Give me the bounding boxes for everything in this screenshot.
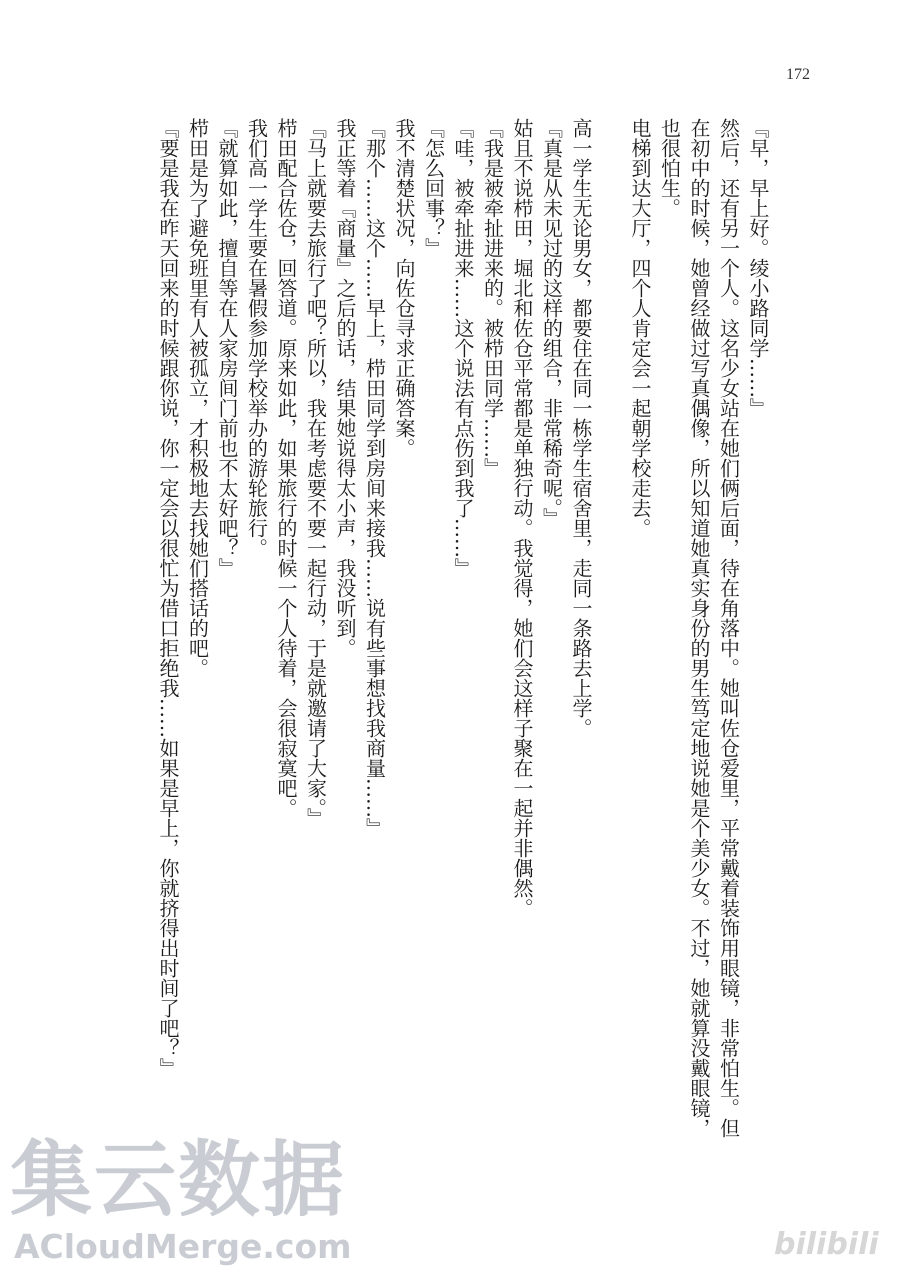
watermark-english: ACloudMerge.com	[14, 1227, 352, 1266]
watermark	[10, 1135, 380, 1275]
paragraph: 『真是从未见过的这样的组合，非常稀奇呢。』	[539, 118, 564, 528]
paragraph: 电梯到达大厅，四个人肯定会一起朝学校走去。	[628, 118, 652, 538]
bilibili-logo-icon	[770, 1218, 880, 1263]
paragraph: 高一学生无论男女，都要住在同一栋学生宿舍里，走同一条路去上学。	[569, 118, 593, 738]
bilibili-logo-text: bilibili	[774, 1227, 879, 1262]
paragraph: 『哇，被牵扯进来……这个说法有点伤到我了……』	[451, 118, 475, 578]
paragraph: 我不清楚状况，向佐仓寻求正确答案。	[392, 118, 416, 458]
paragraph: 『我是被牵扯进来的。被栉田同学……』	[480, 118, 505, 478]
bilibili-logo	[770, 1218, 880, 1263]
paragraph: 『怎么回事？』	[421, 118, 446, 258]
paragraph: 我正等着『商量』之后的话，结果她说得太小声，我没听到。	[333, 118, 357, 658]
page-number: 172	[786, 66, 810, 83]
paragraph: 姑且不说栉田，堀北和佐仓平常都是单独行动。我觉得，她们会这样子聚在一起并非偶然。	[510, 118, 534, 918]
novel-text-column-block	[153, 118, 773, 1138]
paragraph: 栉田是为了避免班里有人被孤立，才积极地去找她们搭话的吧。	[185, 118, 210, 678]
paragraph: 『要是我在昨天回来的时候跟你说，你一定会以很忙为借口拒绝我……如果是早上，你就挤得出时间了吧？』	[156, 118, 180, 1078]
paragraph: 栉田配合佐仓，回答道。原来如此，如果旅行的时候一个人待着，会很寂寞吧。	[274, 118, 298, 818]
paragraph: 『早，早上好。绫小路同学……』	[746, 118, 770, 418]
paragraph: 我们高一学生要在暑假参加学校举办的游轮旅行。	[244, 118, 269, 558]
paragraph: 然后，还有另一个人。这名少女站在她们俩后面，待在角落中。她叫佐仓爱里，平常戴着装饰用眼镜，非常怕生。但在初中的时候，她曾经做过写真偶像，所以知道她真实身份的男生笃定地说她是个美少女。不过，她就算没戴眼镜，也很怕生。	[657, 118, 741, 1138]
watermark-chinese: 集云数据	[10, 1133, 347, 1228]
paragraph: 『那个……这个……早上，栉田同学到房间来接我……说有些事想找我商量……』	[362, 118, 387, 838]
paragraph: 『马上就要去旅行了吧？所以，我在考虑要不要一起行动，于是就邀请了大家。』	[303, 118, 328, 828]
paragraph: 『就算如此，擅自等在人家房间门前也不太好吧？』	[215, 118, 239, 578]
